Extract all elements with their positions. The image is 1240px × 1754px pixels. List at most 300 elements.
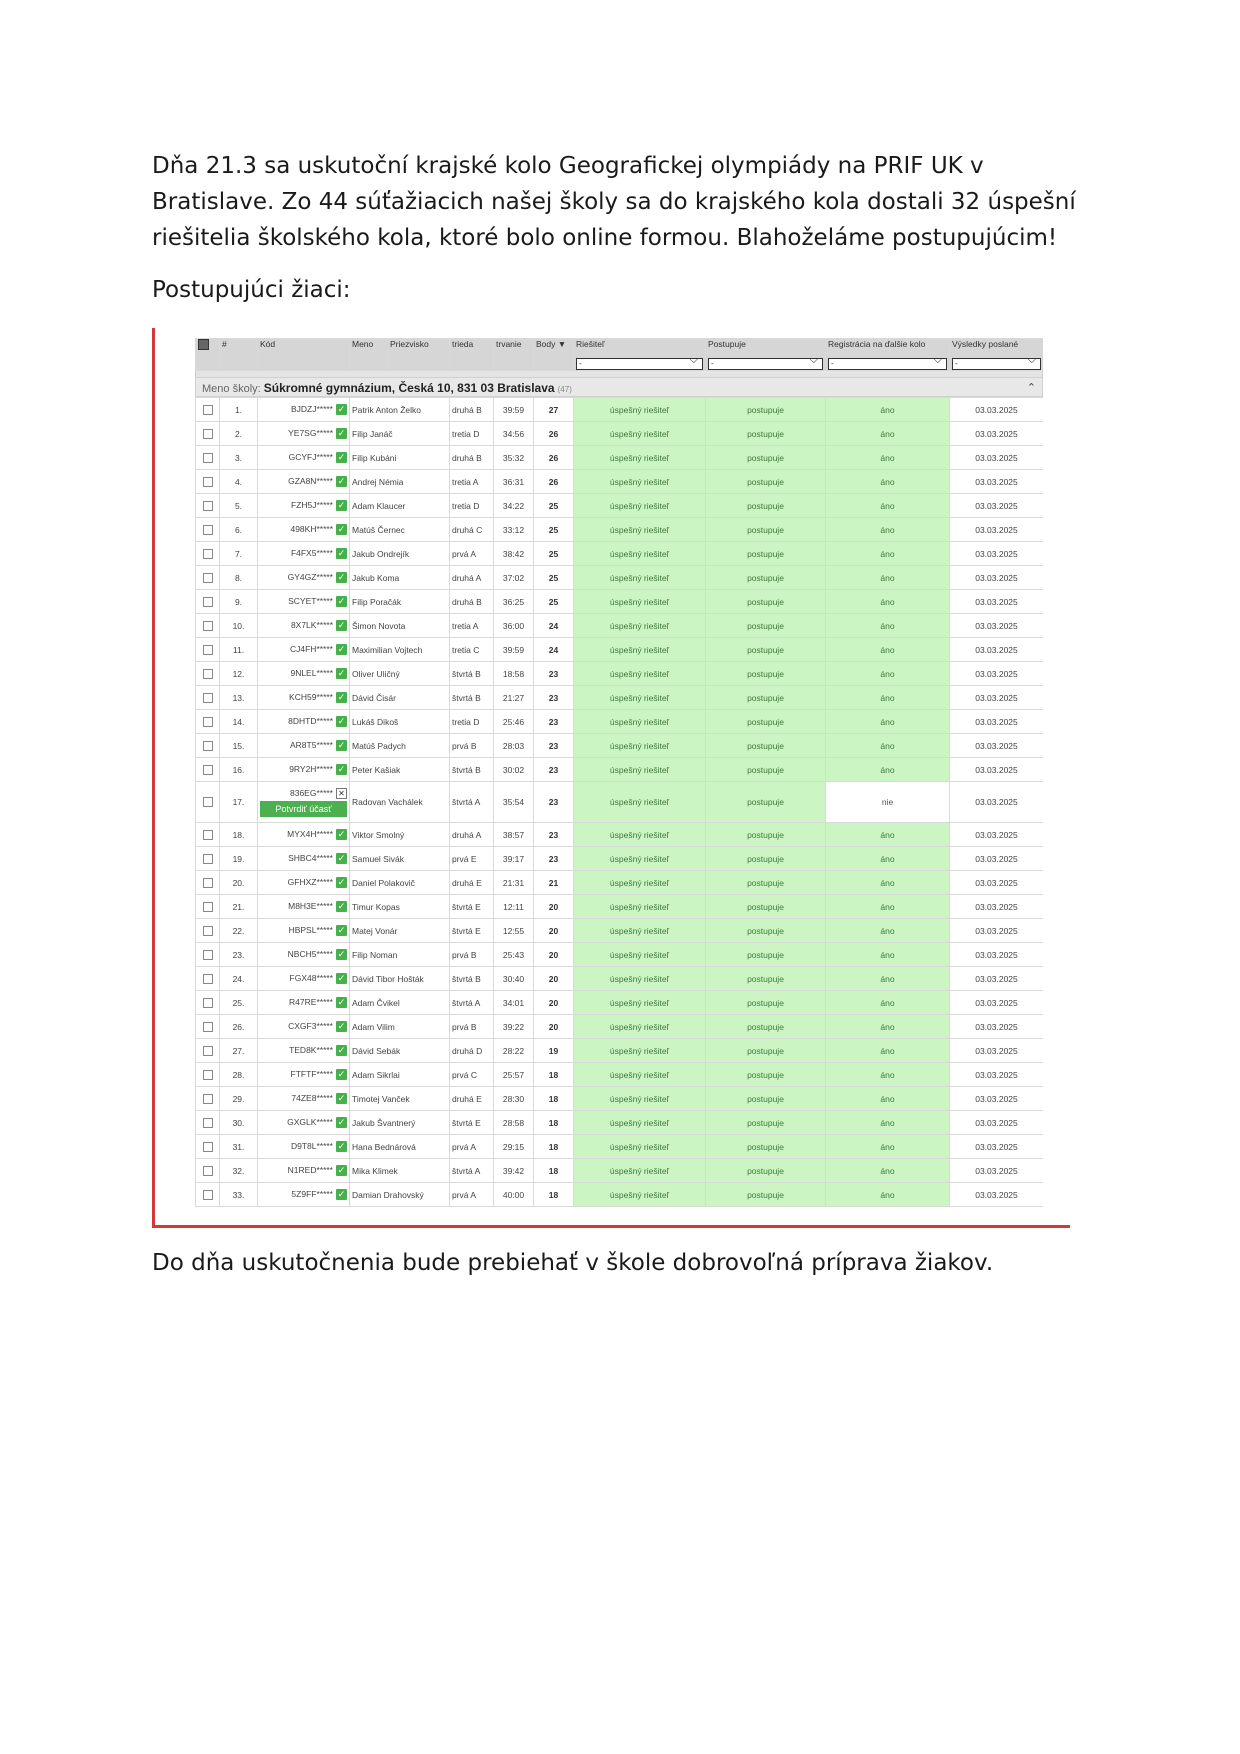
results-sent-date: 03.03.2025 [950,782,1044,823]
col-code-header[interactable]: Kód [258,339,350,371]
advances-status: postupuje [706,782,826,823]
code-cell [258,1183,350,1207]
solve-time: 39:59 [494,638,534,662]
advances-filter-select[interactable] [708,354,823,370]
row-checkbox[interactable] [203,1166,213,1176]
table-row[interactable] [196,1087,1044,1111]
solve-time: 21:31 [494,871,534,895]
points: 23 [534,734,574,758]
student-code: FGX48***** [289,973,333,983]
row-checkbox[interactable] [203,453,213,463]
registration-status: áno [826,943,950,967]
registration-status: áno [826,847,950,871]
checkmark-icon: ✓ [337,949,346,959]
advances-status: postupuje [706,943,826,967]
student-code: R47RE***** [289,997,333,1007]
student-name: Hana Bednárová [350,1135,450,1159]
col-registration-header[interactable] [826,339,950,371]
table-row[interactable] [196,943,1044,967]
student-name: Filip Poračák [350,590,450,614]
results-table [195,397,1043,1207]
student-code: MYX4H***** [287,829,333,839]
points: 20 [534,895,574,919]
points: 26 [534,422,574,446]
student-class: štvrtá E [450,1111,494,1135]
col-class-header[interactable]: trieda [450,339,494,371]
table-row[interactable] [196,1135,1044,1159]
table-row[interactable] [196,967,1044,991]
chevron-down-icon: ⌵ [1027,354,1036,366]
student-code: 9NLEL***** [290,668,333,678]
student-name: Radovan Vachálek [350,782,450,823]
student-code: GXGLK***** [287,1117,333,1127]
registration-status: nie [826,782,950,823]
student-class: štvrtá B [450,758,494,782]
row-checkbox[interactable] [203,669,213,679]
advances-status: postupuje [706,398,826,422]
advances-status: postupuje [706,710,826,734]
advances-status: postupuje [706,686,826,710]
student-class: štvrtá A [450,782,494,823]
registration-filter-select[interactable] [828,354,947,370]
student-class: druhá B [450,590,494,614]
advances-status: postupuje [706,494,826,518]
student-code: GCYFJ***** [288,452,333,462]
student-code: FTFTF***** [290,1069,333,1079]
solver-status: úspešný riešiteľ [574,638,706,662]
row-checkbox[interactable] [203,1022,213,1032]
student-class: druhá E [450,871,494,895]
advances-status: postupuje [706,734,826,758]
registration-status: áno [826,919,950,943]
points: 20 [534,919,574,943]
table-row[interactable] [196,590,1044,614]
row-number: 12. [220,662,258,686]
row-number: 22. [220,919,258,943]
solver-status: úspešný riešiteľ [574,1183,706,1207]
solver-status: úspešný riešiteľ [574,446,706,470]
student-name: Dávid Sebák [350,1039,450,1063]
checkmark-icon: ✓ [337,1141,346,1151]
table-row[interactable] [196,919,1044,943]
checkmark-icon: ✓ [337,925,346,935]
row-checkbox[interactable] [203,797,213,807]
table-row[interactable] [196,823,1044,847]
row-checkbox[interactable] [203,1118,213,1128]
school-name: Súkromné gymnázium, Česká 10, 831 03 Bratislava [263,381,555,395]
solve-time: 39:17 [494,847,534,871]
row-checkbox[interactable] [203,429,213,439]
code-cell [258,494,350,518]
solver-status: úspešný riešiteľ [574,1015,706,1039]
advances-status: postupuje [706,1183,826,1207]
table-row[interactable] [196,518,1044,542]
student-name: Mika Klimek [350,1159,450,1183]
results-sent-date: 03.03.2025 [950,943,1044,967]
advances-status: postupuje [706,847,826,871]
points: 25 [534,494,574,518]
solver-status: úspešný riešiteľ [574,470,706,494]
table-row[interactable] [196,686,1044,710]
points: 21 [534,871,574,895]
student-name: Viktor Smolný [350,823,450,847]
student-code: 498KH***** [290,524,333,534]
code-cell [258,446,350,470]
row-number: 17. [220,782,258,823]
code-cell [258,943,350,967]
results-sent-date: 03.03.2025 [950,734,1044,758]
student-name: Filip Janáč [350,422,450,446]
solve-time: 36:00 [494,614,534,638]
row-checkbox[interactable] [203,501,213,511]
student-name: Timur Kopas [350,895,450,919]
row-number: 11. [220,638,258,662]
solver-status: úspešný riešiteľ [574,782,706,823]
row-checkbox[interactable] [203,950,213,960]
table-row[interactable] [196,1183,1044,1207]
student-class: štvrtá A [450,991,494,1015]
points: 26 [534,470,574,494]
row-checkbox[interactable] [203,405,213,415]
solve-time: 25:46 [494,710,534,734]
row-checkbox[interactable] [203,621,213,631]
checkmark-icon: ✓ [337,668,346,678]
student-class: druhá A [450,566,494,590]
points: 27 [534,398,574,422]
registration-status: áno [826,446,950,470]
solver-status: úspešný riešiteľ [574,614,706,638]
table-row[interactable] [196,991,1044,1015]
table-row[interactable] [196,847,1044,871]
table-row[interactable] [196,1063,1044,1087]
close-icon[interactable]: ✕ [336,788,347,799]
solve-time: 39:22 [494,1015,534,1039]
code-cell [258,847,350,871]
registration-status: áno [826,662,950,686]
student-code: CJ4FH***** [290,644,333,654]
row-checkbox[interactable] [203,1094,213,1104]
registration-status: áno [826,1159,950,1183]
table-row[interactable] [196,542,1044,566]
student-class: tretia A [450,470,494,494]
student-class: prvá B [450,1015,494,1039]
row-checkbox[interactable] [203,477,213,487]
row-checkbox[interactable] [203,1046,213,1056]
row-number: 2. [220,422,258,446]
table-row[interactable] [196,1039,1044,1063]
registration-status: áno [826,710,950,734]
table-row[interactable] [196,662,1044,686]
results-sent-date: 03.03.2025 [950,422,1044,446]
registration-status: áno [826,895,950,919]
points: 25 [534,542,574,566]
registration-status: áno [826,470,950,494]
results-sent-date: 03.03.2025 [950,847,1044,871]
registration-status: áno [826,823,950,847]
table-row[interactable] [196,470,1044,494]
code-cell [258,823,350,847]
row-checkbox[interactable] [203,741,213,751]
solver-filter-value: - [579,359,582,368]
table-row[interactable] [196,446,1044,470]
table-row[interactable] [196,758,1044,782]
row-number: 9. [220,590,258,614]
code-cell [258,1135,350,1159]
student-code: 8X7LK***** [290,620,333,630]
row-checkbox[interactable] [203,902,213,912]
row-number: 15. [220,734,258,758]
advances-status: postupuje [706,542,826,566]
confirm-participation-button[interactable]: Potvrdiť účasť [260,801,347,817]
solve-time: 39:42 [494,1159,534,1183]
student-code: YE7SG***** [288,428,333,438]
row-checkbox[interactable] [203,830,213,840]
solve-time: 39:59 [494,398,534,422]
code-cell [258,590,350,614]
student-class: štvrtá B [450,686,494,710]
table-row[interactable] [196,895,1044,919]
student-class: tretia C [450,638,494,662]
table-row[interactable] [196,494,1044,518]
row-checkbox[interactable] [203,549,213,559]
col-time-header[interactable]: trvanie [494,339,534,371]
collapse-icon[interactable]: ⌃ [1026,382,1036,394]
table-row[interactable] [196,614,1044,638]
solver-filter-select[interactable] [576,354,703,370]
checkmark-icon: ✓ [337,1045,346,1055]
row-checkbox[interactable] [203,878,213,888]
advancing-students-label: Postupujúci žiaci: [152,277,351,303]
chevron-down-icon: ⌵ [933,354,942,366]
registration-status: áno [826,566,950,590]
registration-status: áno [826,1087,950,1111]
code-cell [258,638,350,662]
row-checkbox[interactable] [203,1190,213,1200]
row-checkbox[interactable] [203,525,213,535]
table-row[interactable] [196,1015,1044,1039]
student-code: AR8T5***** [290,740,333,750]
points: 26 [534,446,574,470]
col-number-header[interactable]: # [220,339,258,371]
code-cell [258,662,350,686]
col-name-header[interactable]: Meno [350,339,388,371]
registration-status: áno [826,967,950,991]
results-sent-date: 03.03.2025 [950,1039,1044,1063]
row-number: 1. [220,398,258,422]
solve-time: 25:43 [494,943,534,967]
school-group-header[interactable] [195,377,1043,397]
student-class: prvá B [450,734,494,758]
registration-status: áno [826,590,950,614]
results-sent-date: 03.03.2025 [950,686,1044,710]
advances-status: postupuje [706,470,826,494]
results-sent-date: 03.03.2025 [950,1135,1044,1159]
student-name: Adam Čvikel [350,991,450,1015]
code-cell [258,398,350,422]
student-code: SHBC4***** [288,853,333,863]
student-name: Jakub Koma [350,566,450,590]
row-number: 19. [220,847,258,871]
student-code: HBPSL***** [288,925,333,935]
results-sent-filter-select[interactable] [952,354,1041,370]
points: 20 [534,967,574,991]
col-points-header[interactable] [534,339,574,371]
table-row[interactable] [196,398,1044,422]
table-row[interactable] [196,734,1044,758]
checkmark-icon: ✓ [337,973,346,983]
code-cell [258,991,350,1015]
solve-time: 28:03 [494,734,534,758]
table-row[interactable] [196,422,1044,446]
solve-time: 34:01 [494,991,534,1015]
row-number: 28. [220,1063,258,1087]
table-row[interactable] [196,871,1044,895]
row-checkbox[interactable] [203,974,213,984]
checkmark-icon: ✓ [337,901,346,911]
registration-status: áno [826,518,950,542]
student-code: N1RED***** [287,1165,333,1175]
code-cell [258,518,350,542]
col-solver-header[interactable] [574,339,706,371]
intro-paragraph: Dňa 21.3 sa uskutoční krajské kolo Geografickej olympiády na PRIF UK v Bratislave. Zo 44 súťažiacich našej školy sa do krajského kola dostali 32 úspešní riešitelia školského kola, ktoré bolo online formou. Blahoželáme postupujúcim! [152,153,1076,251]
row-checkbox[interactable] [203,1142,213,1152]
points: 23 [534,823,574,847]
results-sent-date: 03.03.2025 [950,518,1044,542]
code-cell [258,614,350,638]
row-checkbox[interactable] [203,573,213,583]
checkmark-icon: ✓ [337,500,346,510]
table-row[interactable] [196,1111,1044,1135]
registration-status: áno [826,614,950,638]
row-number: 13. [220,686,258,710]
row-number: 5. [220,494,258,518]
advances-status: postupuje [706,590,826,614]
student-class: druhá A [450,823,494,847]
student-code: GY4GZ***** [287,572,333,582]
solve-time: 12:11 [494,895,534,919]
results-sent-date: 03.03.2025 [950,895,1044,919]
registration-filter-value: - [831,359,834,368]
row-number: 4. [220,470,258,494]
solver-status: úspešný riešiteľ [574,919,706,943]
student-code: 74ZE8***** [291,1093,333,1103]
checkmark-icon: ✓ [337,596,346,606]
student-name: Šimon Novota [350,614,450,638]
student-class: prvá A [450,1135,494,1159]
col-advances-header[interactable] [706,339,826,371]
student-class: tretia D [450,422,494,446]
student-code: F4FX5***** [290,548,333,558]
solver-status: úspešný riešiteľ [574,542,706,566]
table-row[interactable] [196,1159,1044,1183]
registration-status: áno [826,422,950,446]
solver-status: úspešný riešiteľ [574,566,706,590]
row-number: 32. [220,1159,258,1183]
student-class: prvá B [450,943,494,967]
code-cell [258,734,350,758]
col-results-sent-header[interactable] [950,339,1044,371]
code-cell [258,422,350,446]
student-class: štvrtá E [450,919,494,943]
points: 25 [534,518,574,542]
points: 25 [534,566,574,590]
row-checkbox[interactable] [203,1070,213,1080]
solve-time: 29:15 [494,1135,534,1159]
row-checkbox[interactable] [203,597,213,607]
row-number: 18. [220,823,258,847]
row-checkbox[interactable] [203,717,213,727]
row-number: 10. [220,614,258,638]
results-sent-date: 03.03.2025 [950,1183,1044,1207]
student-class: druhá E [450,1087,494,1111]
checkmark-icon: ✓ [337,997,346,1007]
row-checkbox[interactable] [203,998,213,1008]
row-number: 33. [220,1183,258,1207]
results-header-table [195,338,1043,371]
table-row[interactable] [196,782,1044,823]
col-registration-label: Registrácia na ďalšie kolo [828,339,926,349]
student-name: Dávid Čisár [350,686,450,710]
advances-status: postupuje [706,1111,826,1135]
checkmark-icon: ✓ [337,1189,346,1199]
points: 18 [534,1111,574,1135]
row-checkbox[interactable] [203,645,213,655]
results-sent-date: 03.03.2025 [950,710,1044,734]
student-class: druhá C [450,518,494,542]
advances-status: postupuje [706,518,826,542]
row-checkbox[interactable] [203,693,213,703]
row-number: 21. [220,895,258,919]
table-row[interactable] [196,566,1044,590]
checkmark-icon: ✓ [337,452,346,462]
solver-status: úspešný riešiteľ [574,758,706,782]
results-sent-date: 03.03.2025 [950,446,1044,470]
row-number: 24. [220,967,258,991]
col-surname-header[interactable]: Priezvisko [388,339,450,371]
advances-status: postupuje [706,823,826,847]
row-number: 3. [220,446,258,470]
points: 19 [534,1039,574,1063]
code-cell [258,1111,350,1135]
checkmark-icon: ✓ [337,740,346,750]
table-row[interactable] [196,710,1044,734]
solve-time: 12:55 [494,919,534,943]
student-name: Filip Noman [350,943,450,967]
table-row[interactable] [196,638,1044,662]
row-checkbox[interactable] [203,765,213,775]
results-sent-date: 03.03.2025 [950,470,1044,494]
registration-status: áno [826,494,950,518]
student-code: 5Z9FF***** [291,1189,333,1199]
student-code: FZH5J***** [290,500,333,510]
registration-status: áno [826,1039,950,1063]
student-name: Timotej Vanček [350,1087,450,1111]
points: 18 [534,1135,574,1159]
row-checkbox[interactable] [203,926,213,936]
student-name: Jakub Švantnerý [350,1111,450,1135]
checkmark-icon: ✓ [337,1069,346,1079]
checkmark-icon: ✓ [337,829,346,839]
solver-status: úspešný riešiteľ [574,871,706,895]
advances-status: postupuje [706,1159,826,1183]
student-name: Patrik Anton Želko [350,398,450,422]
row-checkbox[interactable] [203,854,213,864]
row-number: 31. [220,1135,258,1159]
student-name: Jakub Ondrejík [350,542,450,566]
solver-status: úspešný riešiteľ [574,590,706,614]
sort-desc-icon: ▼ [557,339,567,349]
select-all-checkbox[interactable] [196,339,220,371]
